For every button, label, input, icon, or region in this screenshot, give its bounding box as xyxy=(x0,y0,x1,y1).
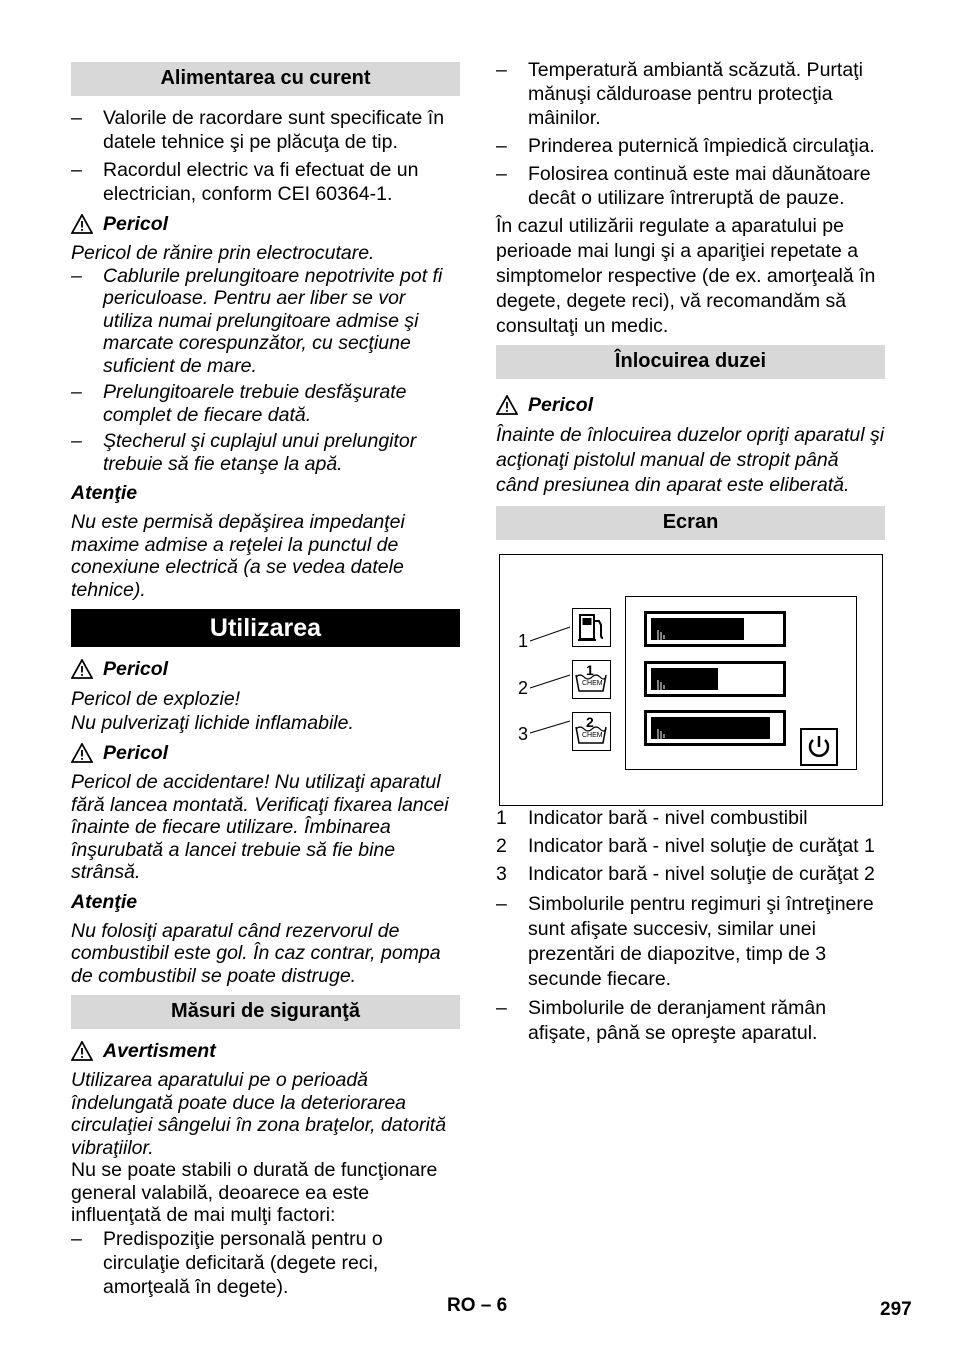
chem-number: 1 xyxy=(586,662,594,678)
list-item: – Racordul electric va fi efectuat de un electrician, conform CEI 60364-1. xyxy=(71,158,460,206)
fuel-level-fill xyxy=(651,618,744,640)
danger-text: Pericol de accidentare! Nu utilizaţi aparatul fără lancea montată. Verificaţi fixarea lancei înainte de fiecare utilizare. Îmbinarea înşurubată a lancei trebuie să fie bine strânsă. xyxy=(71,771,449,883)
list-item: – Folosirea continuă este mai dăunătoare decât o utilizare întreruptă de pauze. xyxy=(496,162,885,210)
legend-item xyxy=(496,862,885,886)
caution-text: Nu este permisă depăşirea impedanţei maxime admise a reţelei la punctul de conexiune electrică (a se vedea datele tehnice). xyxy=(71,511,405,601)
list-item: – Ştecherul şi cuplajul unui prelungitor trebuie să fie etanşe la apă. xyxy=(71,430,460,475)
section-heading-power-supply: Alimentarea cu curent xyxy=(71,62,460,96)
right-column xyxy=(496,58,885,1046)
warning-triangle-icon xyxy=(71,659,93,679)
chem-label: CHEM xyxy=(582,732,603,739)
warning-triangle-icon xyxy=(496,395,518,415)
list-item: – Valorile de racordare sunt specificate în datele tehnice şi pe plăcuţa de tip. xyxy=(71,106,460,154)
body-text: Nu se poate stabili o durată de funcţionare general valabilă, deoarece ea este influenţată de mai mulţi factori: xyxy=(71,1159,438,1226)
bar-tick-marks xyxy=(657,725,667,739)
list-item: – Prinderea puternică împiedică circulaţia. xyxy=(496,134,885,158)
chemical-2-icon xyxy=(572,712,611,751)
left-column xyxy=(71,62,460,1299)
warning-text: Utilizarea aparatului pe o perioadă îndelungată poate duce la deteriorarea circulaţiei sângelui în zona braţelor, datorită vibraţiilor. xyxy=(71,1069,447,1159)
list-item: – Temperatură ambiantă scăzută. Purtaţi mănuşi călduroase pentru protecţia mâinilor. xyxy=(496,58,885,130)
warning-triangle-icon xyxy=(71,743,93,763)
caution-text: Nu folosiţi aparatul când rezervorul de combustibil este gol. În caz contrar, pompa de combustibil se poate distruge. xyxy=(71,919,441,987)
bar-tick-marks xyxy=(657,676,667,690)
list-item: – Simbolurile de deranjament rămân afişate, până se opreşte aparatul. xyxy=(496,996,885,1046)
legend-number: 2 xyxy=(496,835,507,857)
bar-tick-marks xyxy=(657,626,667,640)
list-item: – Cablurile prelungitoare nepotrivite pot fi periculoase. Pentru aer liber se vor utiliza numai prelungitoare admise şi marcate corespunzător, cu secţiune suficient de mare. xyxy=(71,265,460,378)
power-icon xyxy=(800,728,838,766)
chem2-level-fill xyxy=(651,717,770,739)
section-heading-screen: Ecran xyxy=(496,506,885,540)
warning-label: Avertisment xyxy=(103,1040,216,1062)
legend-text: Indicator bară - nivel combustibil xyxy=(528,807,808,829)
danger-text: Înainte de înlocuirea duzelor opriţi aparatul şi acţionaţi pistolul manual de stropit până când presiunea din aparat este eliberată. xyxy=(496,424,885,496)
legend-number: 3 xyxy=(496,863,507,885)
lcd-display xyxy=(625,596,857,770)
danger-text: Pericol de rănire prin electrocutare. xyxy=(71,242,375,264)
caution-heading: Atenţie xyxy=(71,890,138,913)
fuel-pump-icon xyxy=(572,608,611,647)
danger-heading xyxy=(71,657,460,681)
caution-heading: Atenţie xyxy=(71,482,138,504)
danger-heading xyxy=(71,741,460,765)
danger-text-line: Pericol de explozie! xyxy=(71,688,241,710)
danger-label: Pericol xyxy=(103,213,169,235)
legend-text: Indicator bară - nivel soluţie de curăţat 1 xyxy=(528,835,875,857)
danger-label: Pericol xyxy=(103,742,169,764)
list-item: – Simbolurile pentru regimuri şi întreţinere sunt afişate succesiv, similar unei prezentări de diapozitve, timp de 3 secunde fiecare. xyxy=(496,892,885,992)
danger-label: Pericol xyxy=(528,394,594,416)
chem-number: 2 xyxy=(586,714,594,730)
chapter-title-operation: Utilizarea xyxy=(71,609,460,647)
list-item: – Prelungitoarele trebuie desfăşurate complet de fiecare dată. xyxy=(71,381,460,426)
warning-triangle-icon xyxy=(71,214,93,234)
danger-label: Pericol xyxy=(103,658,169,680)
chem2-level-bar xyxy=(644,710,786,746)
section-heading-nozzle-replacement: Înlocuirea duzei xyxy=(496,345,885,379)
page-footer-language: RO – 6 xyxy=(447,1295,508,1316)
callout-number: 1 xyxy=(518,631,529,651)
danger-heading xyxy=(71,212,460,236)
callout-number: 3 xyxy=(518,724,529,744)
fuel-level-bar xyxy=(644,611,786,647)
page-number: 297 xyxy=(880,1299,912,1320)
chemical-1-icon xyxy=(572,660,611,699)
section-heading-safety: Măsuri de siguranţă xyxy=(71,995,460,1029)
legend-item xyxy=(496,806,885,830)
chem1-level-bar xyxy=(644,661,786,697)
danger-text-line: Nu pulverizaţi lichide inflamabile. xyxy=(71,712,354,734)
legend-text: Indicator bară - nivel soluţie de curăţat 2 xyxy=(528,863,875,885)
danger-heading xyxy=(496,393,885,417)
list-item: – Predispoziţie personală pentru o circulaţie deficitară (degete reci, amorţeală în degete). xyxy=(71,1227,460,1299)
legend-item xyxy=(496,834,885,858)
warning-heading xyxy=(71,1039,460,1063)
callout-number: 2 xyxy=(518,678,529,698)
legend-number: 1 xyxy=(496,807,507,829)
chem-label: CHEM xyxy=(582,680,603,687)
display-figure xyxy=(499,554,883,806)
body-text: În cazul utilizării regulate a aparatului pe perioade mai lungi şi a apariţiei repetate a simptomelor respective (de ex. amorţeală în degete, degete reci), vă recomandăm să consultaţi un medic. xyxy=(496,215,876,337)
chem1-level-fill xyxy=(651,668,718,690)
warning-triangle-icon xyxy=(71,1041,93,1061)
